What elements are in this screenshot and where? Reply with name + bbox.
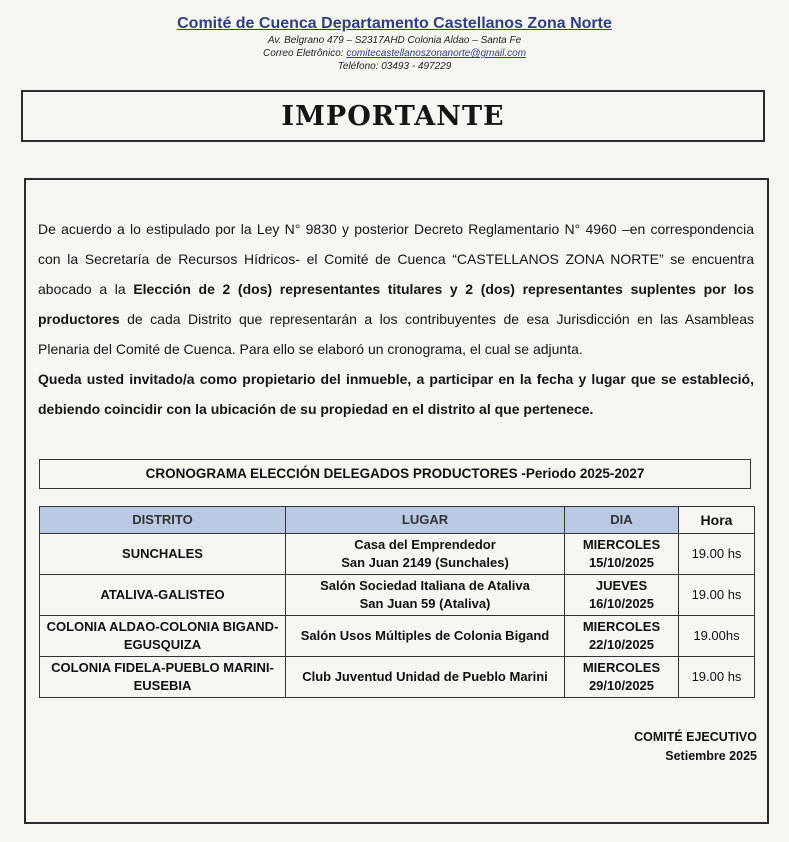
important-banner [21,90,765,142]
cell-dia [565,534,679,575]
cell-dia [565,616,679,657]
cell-distrito: COLONIA ALDAO-COLONIA BIGAND-EGUSQUIZA [40,616,286,657]
dia-weekday: MIERCOLES [582,537,661,552]
cell-distrito: ATALIVA-GALISTEO [40,575,286,616]
signature [634,728,757,766]
notice-text [38,214,754,424]
lugar-line-2: San Juan 59 (Ataliva) [359,596,491,611]
paragraph-1-start: De acuerdo a lo estipulado por la Ley N° 9830 y posterior Decreto Reglamentario N° 4960 –en correspondencia con la Secretaría de Recursos Hídricos- el Comité de Cuenca “CASTELLANOS ZONA NORTE” se encuentra abocado a la [38,221,754,297]
committee-title: Comité de Cuenca Departamento Castellanos Zona Norte [177,15,612,32]
table-header-row [40,507,755,534]
important-title: IMPORTANTE [281,101,505,132]
cell-lugar [286,575,565,616]
table-row [40,657,755,698]
cell-lugar [286,534,565,575]
table-row [40,616,755,657]
notice-box [24,178,769,824]
phone: Teléfono: 03493 - 497229 [337,61,452,72]
table-row [40,534,755,575]
lugar-line-2: San Juan 2149 (Sunchales) [341,555,509,570]
cell-lugar: Salón Usos Múltiples de Colonia Bigand [286,616,565,657]
paragraph-1-end: de cada Distrito que representarán a los contribuyentes de esa Jurisdicción en las Asambleas Plenaria del Comité de Cuenca. Para ello se elaboró un cronograma, el cual se adjunta. [38,311,754,357]
cell-lugar: Club Juventud Unidad de Pueblo Marini [286,657,565,698]
dia-date: 16/10/2025 [588,596,655,611]
cell-dia [565,575,679,616]
address: Av. Belgrano 479 – S2317AHD Colonia Aldao – Santa Fe [267,35,522,46]
schedule-table [39,506,755,698]
cell-hora: 19.00 hs [679,534,755,575]
header-hora: Hora [679,507,755,534]
cell-distrito: COLONIA FIDELA-PUEBLO MARINI-EUSEBIA [40,657,286,698]
cell-hora: 19.00hs [679,616,755,657]
header-distrito: DISTRITO [40,507,286,534]
email-line [0,47,789,60]
dia-weekday: MIERCOLES [582,660,661,675]
signature-date: Setiembre 2025 [665,749,757,763]
email-link[interactable]: comitecastellanoszonanorte@gmail.com [346,48,527,59]
schedule-title: CRONOGRAMA ELECCIÓN DELEGADOS PRODUCTORES -Periodo 2025-2027 [39,459,751,489]
paragraph-1-bold: Elección de 2 (dos) representantes titulares y 2 (dos) representantes suplentes por los productores [38,281,754,327]
lugar-line-1: Casa del Emprendedor [354,537,496,552]
dia-date: 22/10/2025 [588,637,655,652]
email-label: Correo Eletrônico: [262,48,347,59]
cell-dia [565,657,679,698]
header-lugar: LUGAR [286,507,565,534]
header-dia: DIA [565,507,679,534]
cell-distrito: SUNCHALES [40,534,286,575]
dia-weekday: JUEVES [595,578,648,593]
paragraph-2: Queda usted invitado/a como propietario del inmueble, a participar en la fecha y lugar que se estableció, debiendo coincidir con la ubicación de su propiedad en el distrito al que pertenece. [38,371,754,417]
signature-org: COMITÉ EJECUTIVO [634,730,757,744]
dia-date: 29/10/2025 [588,678,655,693]
cell-hora: 19.00 hs [679,575,755,616]
table-row [40,575,755,616]
cell-hora: 19.00 hs [679,657,755,698]
dia-date: 15/10/2025 [588,555,655,570]
letterhead [0,14,789,73]
dia-weekday: MIERCOLES [582,619,661,634]
lugar-line-1: Salón Sociedad Italiana de Ataliva [320,578,530,593]
